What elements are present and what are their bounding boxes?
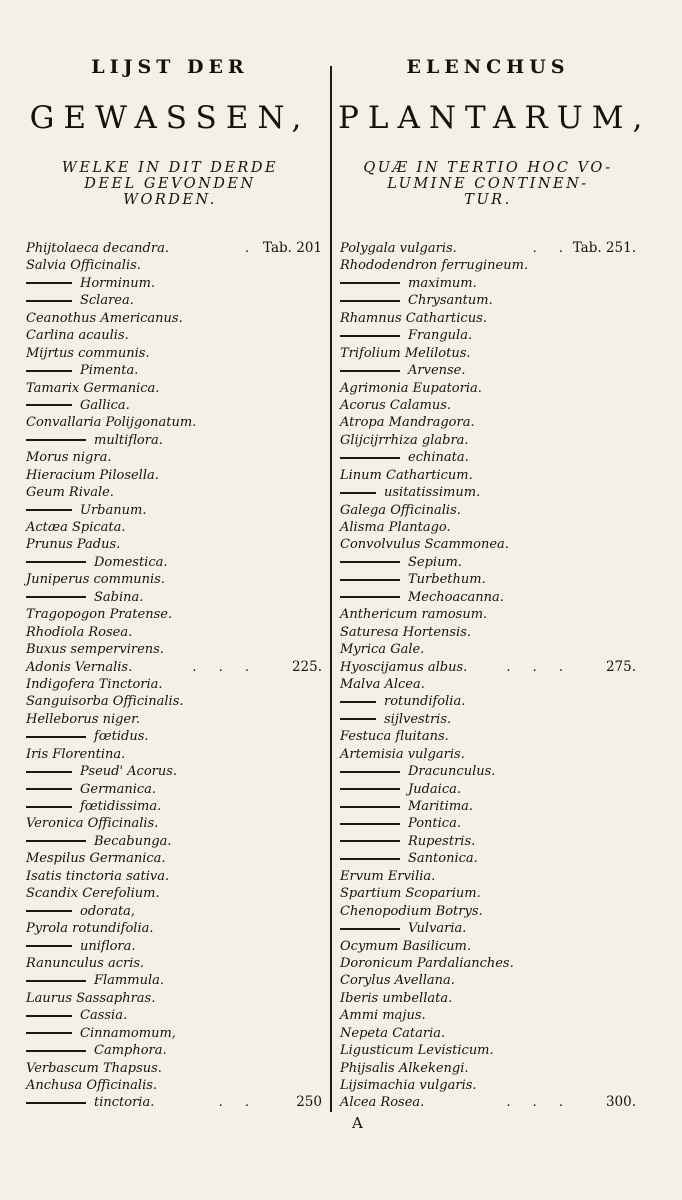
left-plant-entry xyxy=(26,1042,322,1059)
plant-name: multiflora. xyxy=(94,432,163,448)
dot-leader: . . . xyxy=(506,1095,572,1111)
ditto-dash xyxy=(26,1102,86,1104)
left-plant-entry xyxy=(26,414,322,431)
signature-mark: A xyxy=(352,1114,363,1132)
plant-name: Ervum Ervilia. xyxy=(340,868,436,884)
plant-name: Alisma Plantago. xyxy=(340,520,451,535)
plant-name: Pimenta. xyxy=(80,363,139,379)
plant-name: Urbanum. xyxy=(80,502,147,518)
ditto-dash xyxy=(340,928,400,930)
plant-name: Convallaria Polijgonatum. xyxy=(26,415,197,431)
right-plant-entry xyxy=(340,868,636,885)
left-plant-entry xyxy=(26,938,322,955)
column-divider xyxy=(330,66,332,1112)
ditto-dash xyxy=(340,823,400,825)
plant-name: Vulvaria. xyxy=(408,921,467,937)
right-plant-entry xyxy=(340,380,636,397)
left-plant-entry xyxy=(26,292,322,309)
left-plant-entry xyxy=(26,850,322,867)
right-plant-entry xyxy=(340,711,636,728)
plant-name: fœtidus. xyxy=(94,729,149,745)
ditto-dash xyxy=(340,788,400,790)
right-plant-entry xyxy=(340,938,636,955)
left-plant-entry xyxy=(26,746,322,763)
plant-name: Domestica. xyxy=(94,554,168,570)
left-plant-entry xyxy=(26,345,322,362)
plant-name: Artemisia vulgaris. xyxy=(340,746,465,762)
left-plant-entry xyxy=(26,763,322,780)
plant-name: Verbascum Thapsus. xyxy=(26,1060,162,1076)
plant-name: Horminum. xyxy=(80,275,156,291)
plate-reference: Tab. 201 xyxy=(263,240,322,256)
plant-name: Festuca fluitans. xyxy=(340,729,449,745)
plant-name: Judaica. xyxy=(408,781,461,797)
left-plant-entry xyxy=(26,920,322,937)
plant-name: Ligusticum Levisticum. xyxy=(340,1043,494,1059)
plant-name: usitatissimum. xyxy=(384,485,481,501)
ditto-dash xyxy=(26,300,72,302)
plant-name: echinata. xyxy=(408,450,469,466)
ditto-dash xyxy=(26,404,72,406)
plant-name: uniflora. xyxy=(80,938,136,954)
plant-name: Nepeta Cataria. xyxy=(340,1025,446,1041)
right-header-top: ELENCHUS xyxy=(406,56,570,78)
right-plant-entry xyxy=(340,467,636,484)
ditto-dash xyxy=(26,788,72,790)
plant-name: Dracunculus. xyxy=(408,764,496,780)
ditto-dash xyxy=(340,718,376,720)
plant-name: Salvia Officinalis. xyxy=(26,258,141,274)
right-plant-list xyxy=(340,240,636,1112)
plant-name: Gallica. xyxy=(80,397,130,413)
plant-name: Germanica. xyxy=(80,781,157,797)
right-plant-entry xyxy=(340,1007,636,1024)
right-plant-entry xyxy=(340,502,636,519)
left-plant-entry xyxy=(26,275,322,292)
left-plant-entry xyxy=(26,728,322,745)
left-plant-entry xyxy=(26,1094,322,1111)
right-plant-entry xyxy=(340,589,636,606)
right-subtitle-line: TUR. xyxy=(464,192,512,208)
plant-name: Ranunculus acris. xyxy=(26,955,145,971)
plant-name: Indigofera Tinctoria. xyxy=(26,676,163,692)
ditto-dash xyxy=(26,561,86,563)
plant-name: Pseud' Acorus. xyxy=(80,764,178,780)
plant-name: Chenopodium Botrys. xyxy=(340,903,483,919)
left-plant-entry xyxy=(26,955,322,972)
ditto-dash xyxy=(26,1050,86,1052)
left-subtitle-line: WORDEN. xyxy=(123,192,217,208)
plant-name: Rhododendron ferrugineum. xyxy=(340,258,529,274)
right-plant-entry xyxy=(340,781,636,798)
plant-name: Ammi majus. xyxy=(340,1008,426,1024)
plant-name: Sepium. xyxy=(408,554,462,570)
ditto-dash xyxy=(340,335,400,337)
right-plant-entry xyxy=(340,1060,636,1077)
plant-name: Juniperus communis. xyxy=(26,572,165,588)
ditto-dash xyxy=(26,806,72,808)
plant-name: Rupestris. xyxy=(408,833,476,849)
left-plant-entry xyxy=(26,589,322,606)
ditto-dash xyxy=(340,282,400,284)
plant-name: Chrysantum. xyxy=(408,293,493,309)
right-plant-entry xyxy=(340,275,636,292)
dot-leader: . . xyxy=(218,1095,258,1111)
plant-name: Anchusa Officinalis. xyxy=(26,1078,158,1093)
ditto-dash xyxy=(340,771,400,773)
plate-reference: 275. xyxy=(605,658,636,675)
plant-name: Carlina acaulis. xyxy=(26,328,129,344)
plant-name: Rhodiola Rosea. xyxy=(26,624,133,640)
ditto-dash xyxy=(340,579,400,581)
left-plant-entry xyxy=(26,885,322,902)
left-plant-entry xyxy=(26,310,322,327)
ditto-dash xyxy=(26,1032,72,1034)
plant-name: Flammula. xyxy=(94,973,164,989)
left-plant-entry xyxy=(26,624,322,641)
ditto-dash xyxy=(26,945,72,947)
left-subtitle-line: DEEL GEVONDEN xyxy=(84,176,256,192)
right-plant-entry xyxy=(340,833,636,850)
left-plant-entry xyxy=(26,1025,322,1042)
right-subtitle-line: QUÆ IN TERTIO HOC VO- xyxy=(363,160,613,176)
plant-name: Saturesa Hortensis. xyxy=(340,624,472,640)
plant-name: Trifolium Melilotus. xyxy=(340,345,471,361)
dot-leader: . xyxy=(244,241,258,256)
plant-name: Doronicum Pardalianches. xyxy=(340,955,514,971)
plant-name: Veronica Officinalis. xyxy=(26,816,159,832)
right-plant-entry xyxy=(340,571,636,588)
left-subtitle-line: WELKE IN DIT DERDE xyxy=(61,160,279,176)
plant-name: maximum. xyxy=(408,275,477,291)
plant-name: Ocymum Basilicum. xyxy=(340,938,472,954)
right-header-title: PLANTARUM, xyxy=(338,100,652,136)
dot-leader: . . . xyxy=(192,659,258,675)
ditto-dash xyxy=(26,840,86,842)
left-plant-entry xyxy=(26,380,322,397)
plate-reference: 225. xyxy=(291,658,322,675)
plant-name: Hieracium Pilosella. xyxy=(26,467,159,483)
plant-name: Malva Alcea. xyxy=(340,676,425,692)
plant-name: Sclarea. xyxy=(80,293,134,309)
right-plant-entry xyxy=(340,885,636,902)
plant-name: rotundifolia. xyxy=(384,694,466,710)
plant-name: Santonica. xyxy=(408,851,478,867)
ditto-dash xyxy=(340,561,400,563)
plant-name: Phijsalis Alkekengi. xyxy=(340,1060,469,1076)
left-plant-entry xyxy=(26,990,322,1007)
left-plant-entry xyxy=(26,1077,322,1094)
ditto-dash xyxy=(340,596,400,598)
ditto-dash xyxy=(340,457,400,459)
plant-name: Morus nigra. xyxy=(26,450,112,466)
plant-name: Isatis tinctoria sativa. xyxy=(26,868,170,884)
left-plant-entry xyxy=(26,903,322,920)
plant-name: Maritima. xyxy=(408,799,474,814)
plant-name: Iberis umbellata. xyxy=(340,990,453,1006)
right-plant-entry xyxy=(340,693,636,710)
plant-name: Atropa Mandragora. xyxy=(340,415,475,431)
plant-name: Hyoscijamus albus. xyxy=(340,659,468,675)
right-plant-entry xyxy=(340,240,636,257)
left-header-title: GEWASSEN, xyxy=(29,100,311,136)
plate-reference: 250 xyxy=(296,1094,322,1111)
plant-name: Mespilus Germanica. xyxy=(26,851,166,867)
left-plant-entry xyxy=(26,240,322,257)
plant-name: Alcea Rosea. xyxy=(340,1095,425,1111)
ditto-dash xyxy=(26,596,86,598)
ditto-dash xyxy=(340,840,400,842)
plant-name: Becabunga. xyxy=(94,833,172,849)
left-plant-entry xyxy=(26,641,322,658)
right-plant-entry xyxy=(340,484,636,501)
plant-name: Lijsimachia vulgaris. xyxy=(340,1078,477,1093)
plant-name: Cassia. xyxy=(80,1008,128,1024)
plant-name: Buxus sempervirens. xyxy=(26,642,164,658)
left-plant-entry xyxy=(26,484,322,501)
right-plant-entry xyxy=(340,624,636,641)
plant-name: Turbethum. xyxy=(408,572,486,588)
plant-name: Geum Rivale. xyxy=(26,485,114,501)
plant-name: Glijcijrrhiza glabra. xyxy=(340,432,469,448)
plant-name: Polygala vulgaris. xyxy=(340,241,457,256)
left-plant-entry xyxy=(26,659,322,676)
right-plant-entry xyxy=(340,641,636,658)
left-plant-list xyxy=(26,240,322,1112)
plant-name: Phijtolaeca decandra. xyxy=(26,241,169,256)
right-plant-entry xyxy=(340,955,636,972)
plant-name: Tamarix Germanica. xyxy=(26,380,160,396)
plant-name: Myrica Gale. xyxy=(340,642,425,658)
right-plant-entry xyxy=(340,676,636,693)
right-plant-entry xyxy=(340,798,636,815)
plant-name: Pyrola rotundifolia. xyxy=(26,921,154,937)
left-plant-entry xyxy=(26,449,322,466)
plant-name: Anthericum ramosum. xyxy=(340,607,488,623)
plate-reference: 300. xyxy=(605,1094,636,1111)
right-plant-entry xyxy=(340,903,636,920)
right-plant-entry xyxy=(340,763,636,780)
left-plant-entry xyxy=(26,554,322,571)
ditto-dash xyxy=(26,439,86,441)
ditto-dash xyxy=(340,492,376,494)
plate-reference: Tab. 251. xyxy=(572,240,636,256)
left-plant-entry xyxy=(26,1007,322,1024)
left-plant-entry xyxy=(26,502,322,519)
plant-name: Rhamnus Catharticus. xyxy=(340,310,487,326)
right-plant-entry xyxy=(340,257,636,274)
right-plant-entry xyxy=(340,815,636,832)
right-plant-entry xyxy=(340,362,636,379)
plant-name: Actæa Spicata. xyxy=(26,520,126,535)
left-plant-entry xyxy=(26,397,322,414)
ditto-dash xyxy=(26,736,86,738)
left-plant-entry xyxy=(26,519,322,536)
left-plant-entry xyxy=(26,1060,322,1077)
plant-name: sijlvestris. xyxy=(384,711,452,727)
right-plant-entry xyxy=(340,414,636,431)
left-plant-entry xyxy=(26,467,322,484)
plant-name: Adonis Vernalis. xyxy=(26,659,133,675)
plant-name: Ceanothus Americanus. xyxy=(26,310,183,326)
plant-name: Spartium Scoparium. xyxy=(340,886,481,902)
plant-name: Agrimonia Eupatoria. xyxy=(340,380,482,396)
right-plant-entry xyxy=(340,345,636,362)
plant-name: Camphora. xyxy=(94,1043,167,1059)
ditto-dash xyxy=(26,509,72,511)
right-plant-entry xyxy=(340,519,636,536)
plant-name: Cinnamomum, xyxy=(80,1025,176,1041)
right-plant-entry xyxy=(340,327,636,344)
left-header-subtitle xyxy=(20,160,320,208)
dot-leader: . . xyxy=(532,241,572,256)
plant-name: tinctoria. xyxy=(94,1095,155,1111)
right-plant-entry xyxy=(340,292,636,309)
right-plant-entry xyxy=(340,920,636,937)
left-plant-entry xyxy=(26,833,322,850)
left-plant-entry xyxy=(26,815,322,832)
left-header-top: LIJST DER xyxy=(91,56,249,78)
left-plant-entry xyxy=(26,693,322,710)
plant-name: Sabina. xyxy=(94,589,144,605)
left-plant-entry xyxy=(26,432,322,449)
plant-name: Helleborus niger. xyxy=(26,711,141,727)
ditto-dash xyxy=(26,1015,72,1017)
left-plant-entry xyxy=(26,781,322,798)
right-plant-entry xyxy=(340,397,636,414)
plant-name: Galega Officinalis. xyxy=(340,502,461,518)
plant-name: odorata, xyxy=(80,903,136,919)
right-plant-entry xyxy=(340,1077,636,1094)
right-plant-entry xyxy=(340,746,636,763)
ditto-dash xyxy=(340,370,400,372)
ditto-dash xyxy=(26,771,72,773)
right-plant-entry xyxy=(340,536,636,553)
plant-name: Prunus Padus. xyxy=(26,537,121,553)
left-plant-entry xyxy=(26,972,322,989)
plant-name: Frangula. xyxy=(408,328,473,344)
right-plant-entry xyxy=(340,1094,636,1111)
ditto-dash xyxy=(26,282,72,284)
ditto-dash xyxy=(340,858,400,860)
left-plant-entry xyxy=(26,868,322,885)
left-plant-entry xyxy=(26,606,322,623)
left-plant-entry xyxy=(26,257,322,274)
left-plant-entry xyxy=(26,711,322,728)
plant-name: Acorus Calamus. xyxy=(340,397,451,413)
left-plant-entry xyxy=(26,571,322,588)
ditto-dash xyxy=(26,910,72,912)
right-plant-entry xyxy=(340,990,636,1007)
right-plant-entry xyxy=(340,972,636,989)
ditto-dash xyxy=(26,370,72,372)
right-subtitle-line: LUMINE CONTINEN- xyxy=(387,176,589,192)
plant-name: Sanguisorba Officinalis. xyxy=(26,694,184,710)
plant-name: Iris Florentina. xyxy=(26,746,126,762)
dot-leader: . . . xyxy=(506,659,572,675)
left-plant-entry xyxy=(26,362,322,379)
plant-name: Mijrtus communis. xyxy=(26,345,150,361)
ditto-dash xyxy=(340,806,400,808)
right-plant-entry xyxy=(340,1042,636,1059)
ditto-dash xyxy=(340,300,400,302)
plant-name: fœtidissima. xyxy=(80,799,162,814)
right-plant-entry xyxy=(340,449,636,466)
plant-name: Tragopogon Pratense. xyxy=(26,607,173,623)
plant-name: Laurus Sassaphras. xyxy=(26,990,156,1006)
right-header-subtitle xyxy=(338,160,638,208)
ditto-dash xyxy=(340,701,376,703)
plant-name: Mechoacanna. xyxy=(408,589,504,605)
right-plant-entry xyxy=(340,728,636,745)
right-plant-entry xyxy=(340,1025,636,1042)
left-plant-entry xyxy=(26,536,322,553)
plant-name: Convolvulus Scammonea. xyxy=(340,537,509,553)
plant-name: Pontica. xyxy=(408,816,461,832)
right-plant-entry xyxy=(340,850,636,867)
right-plant-entry xyxy=(340,606,636,623)
right-plant-entry xyxy=(340,310,636,327)
right-plant-entry xyxy=(340,432,636,449)
plant-name: Arvense. xyxy=(408,363,466,379)
plant-name: Linum Catharticum. xyxy=(340,467,473,483)
plant-name: Corylus Avellana. xyxy=(340,973,455,989)
plant-name: Scandix Cerefolium. xyxy=(26,886,160,902)
ditto-dash xyxy=(26,980,86,982)
right-plant-entry xyxy=(340,659,636,676)
left-plant-entry xyxy=(26,798,322,815)
left-plant-entry xyxy=(26,327,322,344)
right-plant-entry xyxy=(340,554,636,571)
left-plant-entry xyxy=(26,676,322,693)
